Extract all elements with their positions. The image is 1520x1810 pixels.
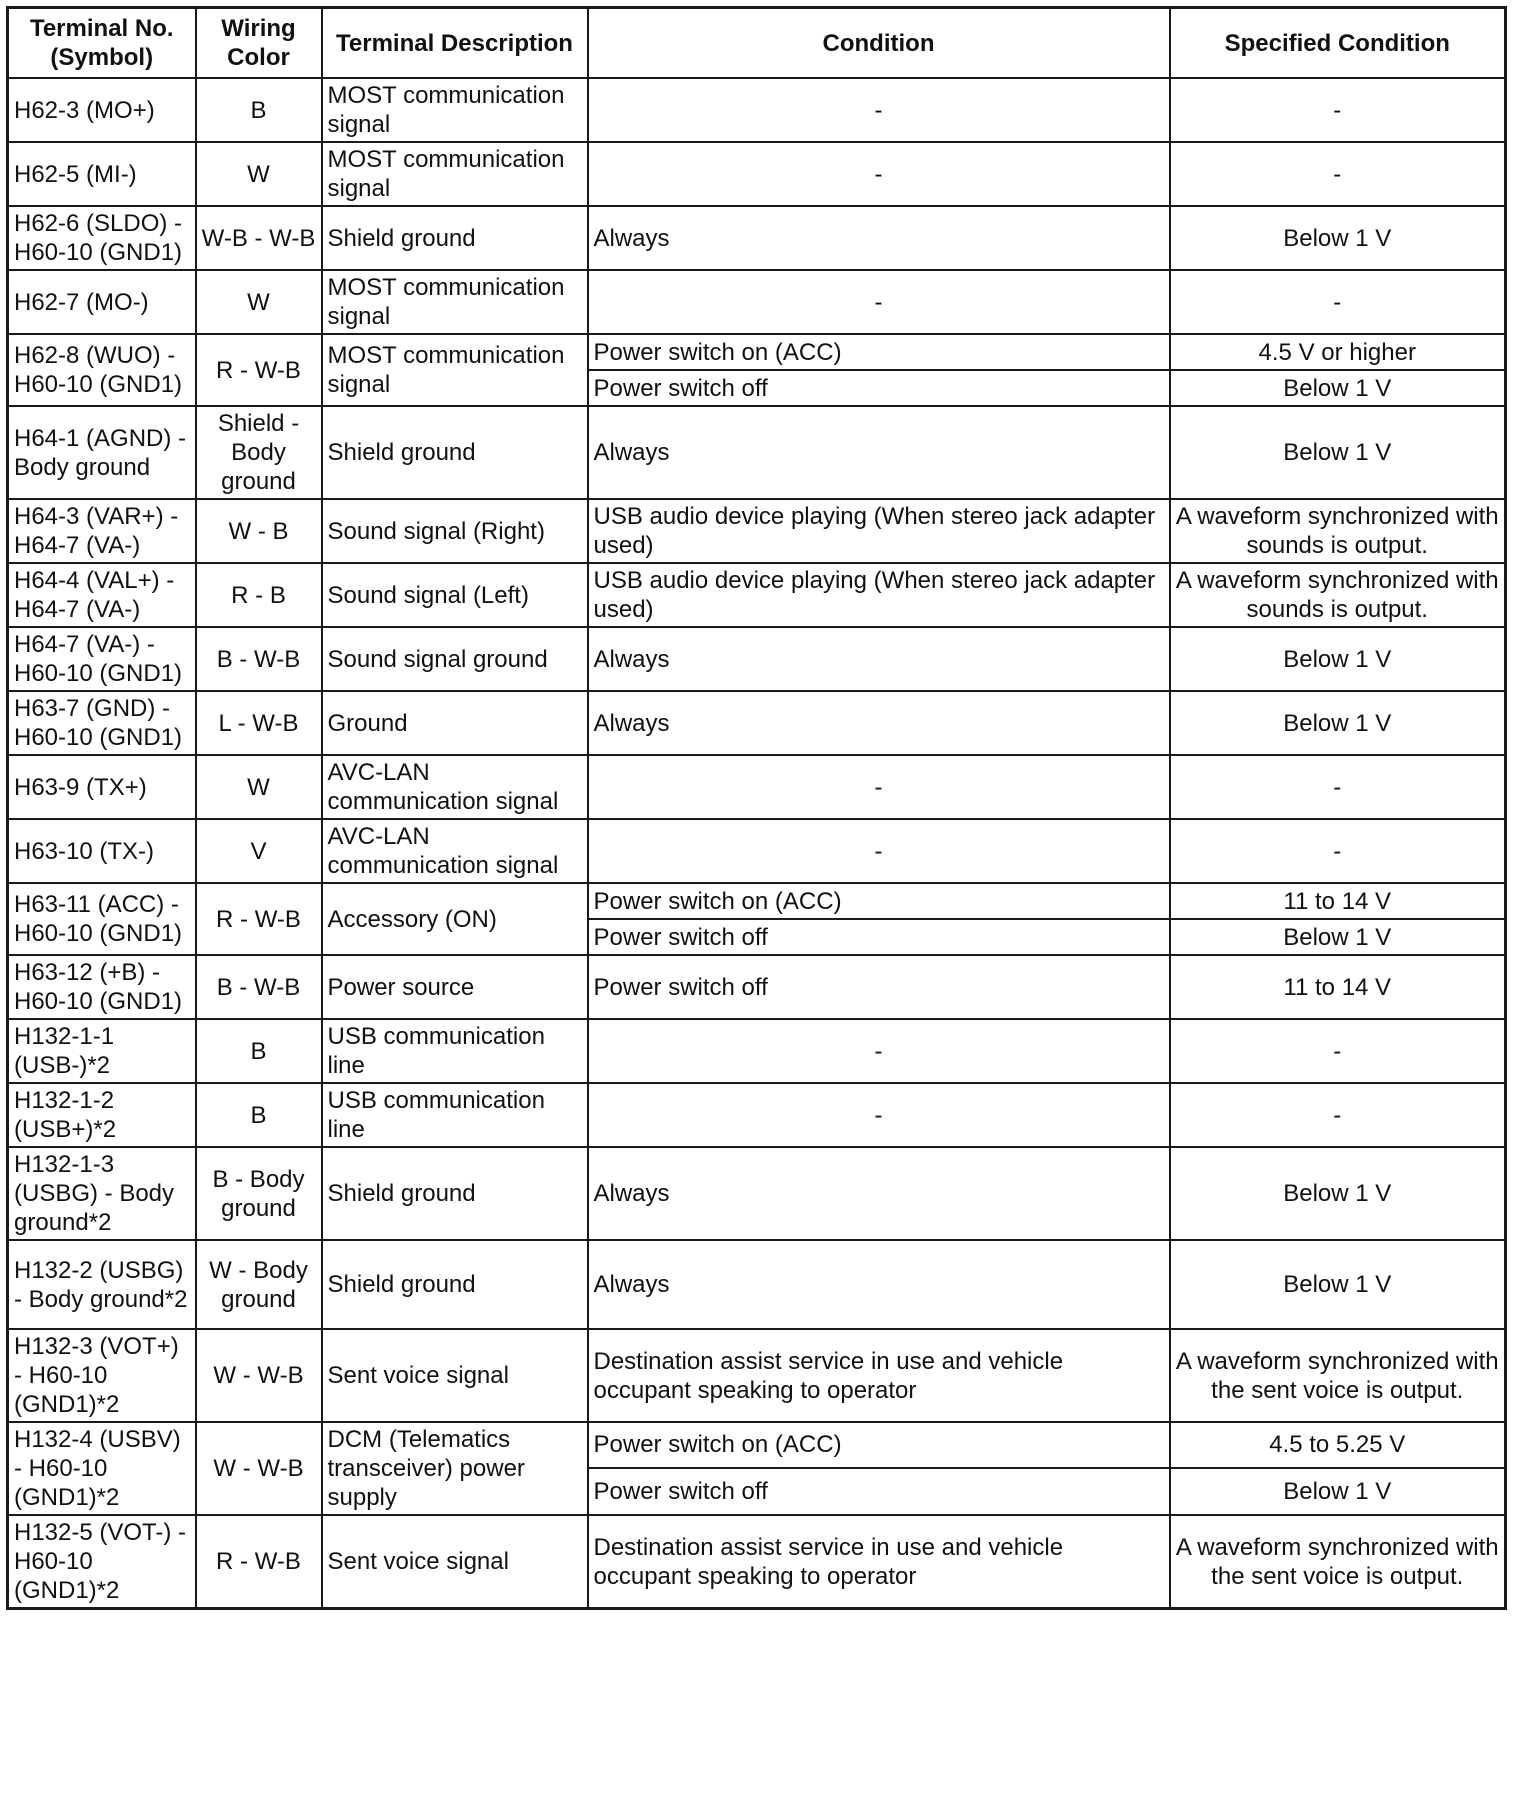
wiring-color-cell: R - W-B (196, 334, 322, 406)
specified-condition-cell: Below 1 V (1170, 370, 1506, 406)
specified-condition-cell: - (1170, 819, 1506, 883)
table-row (8, 1422, 1506, 1468)
terminal-cell: H62-7 (MO-) (8, 270, 196, 334)
wiring-color-cell: B (196, 1019, 322, 1083)
terminal-cell: H63-7 (GND) - H60-10 (GND1) (8, 691, 196, 755)
terminal-description-cell: Sound signal (Right) (322, 499, 588, 563)
wiring-color-cell: Shield - Body ground (196, 406, 322, 499)
wiring-color-cell: B (196, 1083, 322, 1147)
wiring-color-cell: W - B (196, 499, 322, 563)
terminal-cell: H63-9 (TX+) (8, 755, 196, 819)
wiring-color-cell: W - W-B (196, 1422, 322, 1515)
specified-condition-cell: Below 1 V (1170, 406, 1506, 499)
specified-condition-cell: A waveform synchronized with the sent voice is output. (1170, 1515, 1506, 1609)
condition-cell: - (588, 270, 1170, 334)
table-row (8, 691, 1506, 755)
terminal-cell: H63-11 (ACC) - H60-10 (GND1) (8, 883, 196, 955)
terminal-description-cell: USB communication line (322, 1019, 588, 1083)
terminal-description-cell: DCM (Telematics transceiver) power supply (322, 1422, 588, 1515)
table-row (8, 1329, 1506, 1422)
terminal-cell: H62-3 (MO+) (8, 78, 196, 142)
header-specified-condition: Specified Condition (1170, 8, 1506, 79)
terminal-description-cell: Shield ground (322, 1147, 588, 1240)
condition-cell: - (588, 78, 1170, 142)
terminal-cell: H132-1-3 (USBG) - Body ground*2 (8, 1147, 196, 1240)
condition-cell: Power switch off (588, 1468, 1170, 1515)
table-row (8, 883, 1506, 919)
table-row (8, 270, 1506, 334)
specified-condition-cell: - (1170, 1019, 1506, 1083)
table-row (8, 406, 1506, 499)
condition-cell: Power switch off (588, 955, 1170, 1019)
terminal-description-cell: Sound signal (Left) (322, 563, 588, 627)
specified-condition-cell: Below 1 V (1170, 1240, 1506, 1329)
header-terminal: Terminal No. (Symbol) (8, 8, 196, 79)
terminal-description-cell: MOST communication signal (322, 78, 588, 142)
specified-condition-cell: Below 1 V (1170, 206, 1506, 270)
wiring-color-cell: W (196, 142, 322, 206)
terminal-description-cell: Power source (322, 955, 588, 1019)
condition-cell: - (588, 755, 1170, 819)
terminal-cell: H63-12 (+B) - H60-10 (GND1) (8, 955, 196, 1019)
condition-cell: - (588, 142, 1170, 206)
specified-condition-cell: - (1170, 1083, 1506, 1147)
table-row (8, 563, 1506, 627)
terminal-description-cell: Sound signal ground (322, 627, 588, 691)
specified-condition-cell: A waveform synchronized with sounds is output. (1170, 499, 1506, 563)
header-wiring-color: Wiring Color (196, 8, 322, 79)
wiring-color-cell: B - Body ground (196, 1147, 322, 1240)
wiring-color-cell: W (196, 755, 322, 819)
wiring-color-cell: L - W-B (196, 691, 322, 755)
terminal-description-cell: AVC-LAN communication signal (322, 755, 588, 819)
specified-condition-cell: A waveform synchronized with sounds is output. (1170, 563, 1506, 627)
condition-cell: Power switch off (588, 370, 1170, 406)
terminal-description-cell: MOST communication signal (322, 142, 588, 206)
specified-condition-cell: - (1170, 142, 1506, 206)
terminal-cell: H64-1 (AGND) - Body ground (8, 406, 196, 499)
specified-condition-cell: - (1170, 270, 1506, 334)
condition-cell: Always (588, 406, 1170, 499)
condition-cell: Always (588, 691, 1170, 755)
terminal-description-cell: Ground (322, 691, 588, 755)
condition-cell: Destination assist service in use and vehicle occupant speaking to operator (588, 1515, 1170, 1609)
condition-cell: Always (588, 1147, 1170, 1240)
wiring-color-cell: W (196, 270, 322, 334)
terminal-cell: H63-10 (TX-) (8, 819, 196, 883)
terminal-description-cell: Sent voice signal (322, 1515, 588, 1609)
wiring-color-cell: W - Body ground (196, 1240, 322, 1329)
condition-cell: Power switch off (588, 919, 1170, 955)
table-row (8, 1147, 1506, 1240)
terminal-cell: H62-5 (MI-) (8, 142, 196, 206)
condition-cell: Power switch on (ACC) (588, 334, 1170, 370)
table-row (8, 1515, 1506, 1609)
specified-condition-cell: Below 1 V (1170, 919, 1506, 955)
condition-cell: Always (588, 1240, 1170, 1329)
terminal-cell: H62-6 (SLDO) - H60-10 (GND1) (8, 206, 196, 270)
wiring-color-cell: B - W-B (196, 627, 322, 691)
table-row (8, 1083, 1506, 1147)
condition-cell: Power switch on (ACC) (588, 883, 1170, 919)
header-condition: Condition (588, 8, 1170, 79)
specified-condition-cell: A waveform synchronized with the sent voice is output. (1170, 1329, 1506, 1422)
condition-cell: - (588, 1083, 1170, 1147)
wiring-color-cell: B - W-B (196, 955, 322, 1019)
terminal-description-cell: MOST communication signal (322, 334, 588, 406)
wiring-color-cell: W - W-B (196, 1329, 322, 1422)
condition-cell: Destination assist service in use and vehicle occupant speaking to operator (588, 1329, 1170, 1422)
terminal-cell: H132-1-1 (USB-)*2 (8, 1019, 196, 1083)
header-row (8, 8, 1506, 79)
specified-condition-cell: Below 1 V (1170, 1468, 1506, 1515)
terminal-cell: H64-3 (VAR+) - H64-7 (VA-) (8, 499, 196, 563)
specified-condition-cell: Below 1 V (1170, 1147, 1506, 1240)
condition-cell: Always (588, 206, 1170, 270)
specified-condition-cell: Below 1 V (1170, 627, 1506, 691)
condition-cell: USB audio device playing (When stereo jack adapter used) (588, 499, 1170, 563)
terminal-cell: H132-1-2 (USB+)*2 (8, 1083, 196, 1147)
terminal-cell: H132-4 (USBV) - H60-10 (GND1)*2 (8, 1422, 196, 1515)
table-row (8, 755, 1506, 819)
wiring-color-cell: R - B (196, 563, 322, 627)
specified-condition-cell: 4.5 to 5.25 V (1170, 1422, 1506, 1468)
condition-cell: Power switch on (ACC) (588, 1422, 1170, 1468)
table-row (8, 142, 1506, 206)
specified-condition-cell: - (1170, 755, 1506, 819)
table-row (8, 499, 1506, 563)
specified-condition-cell: - (1170, 78, 1506, 142)
condition-cell: - (588, 819, 1170, 883)
terminal-description-cell: Accessory (ON) (322, 883, 588, 955)
terminal-cell: H132-2 (USBG) - Body ground*2 (8, 1240, 196, 1329)
wiring-color-cell: W-B - W-B (196, 206, 322, 270)
terminal-cell: H132-3 (VOT+) - H60-10 (GND1)*2 (8, 1329, 196, 1422)
table-row (8, 1240, 1506, 1329)
table-row (8, 206, 1506, 270)
terminal-description-cell: Shield ground (322, 1240, 588, 1329)
condition-cell: - (588, 1019, 1170, 1083)
specified-condition-cell: 11 to 14 V (1170, 883, 1506, 919)
specified-condition-cell: 11 to 14 V (1170, 955, 1506, 1019)
terminal-spec-table (6, 6, 1507, 1610)
table-row (8, 955, 1506, 1019)
condition-cell: USB audio device playing (When stereo jack adapter used) (588, 563, 1170, 627)
wiring-color-cell: R - W-B (196, 883, 322, 955)
wiring-color-cell: B (196, 78, 322, 142)
terminal-description-cell: Shield ground (322, 406, 588, 499)
specified-condition-cell: Below 1 V (1170, 691, 1506, 755)
table-row (8, 1019, 1506, 1083)
wiring-color-cell: V (196, 819, 322, 883)
terminal-description-cell: AVC-LAN communication signal (322, 819, 588, 883)
condition-cell: Always (588, 627, 1170, 691)
specified-condition-cell: 4.5 V or higher (1170, 334, 1506, 370)
table-row (8, 819, 1506, 883)
terminal-cell: H132-5 (VOT-) - H60-10 (GND1)*2 (8, 1515, 196, 1609)
table-row (8, 78, 1506, 142)
terminal-cell: H62-8 (WUO) - H60-10 (GND1) (8, 334, 196, 406)
table-row (8, 627, 1506, 691)
terminal-cell: H64-7 (VA-) - H60-10 (GND1) (8, 627, 196, 691)
table-body (8, 78, 1506, 1609)
terminal-cell: H64-4 (VAL+) - H64-7 (VA-) (8, 563, 196, 627)
terminal-description-cell: MOST communication signal (322, 270, 588, 334)
terminal-description-cell: Shield ground (322, 206, 588, 270)
terminal-description-cell: Sent voice signal (322, 1329, 588, 1422)
table-row (8, 334, 1506, 370)
terminal-description-cell: USB communication line (322, 1083, 588, 1147)
header-terminal-description: Terminal Description (322, 8, 588, 79)
wiring-color-cell: R - W-B (196, 1515, 322, 1609)
